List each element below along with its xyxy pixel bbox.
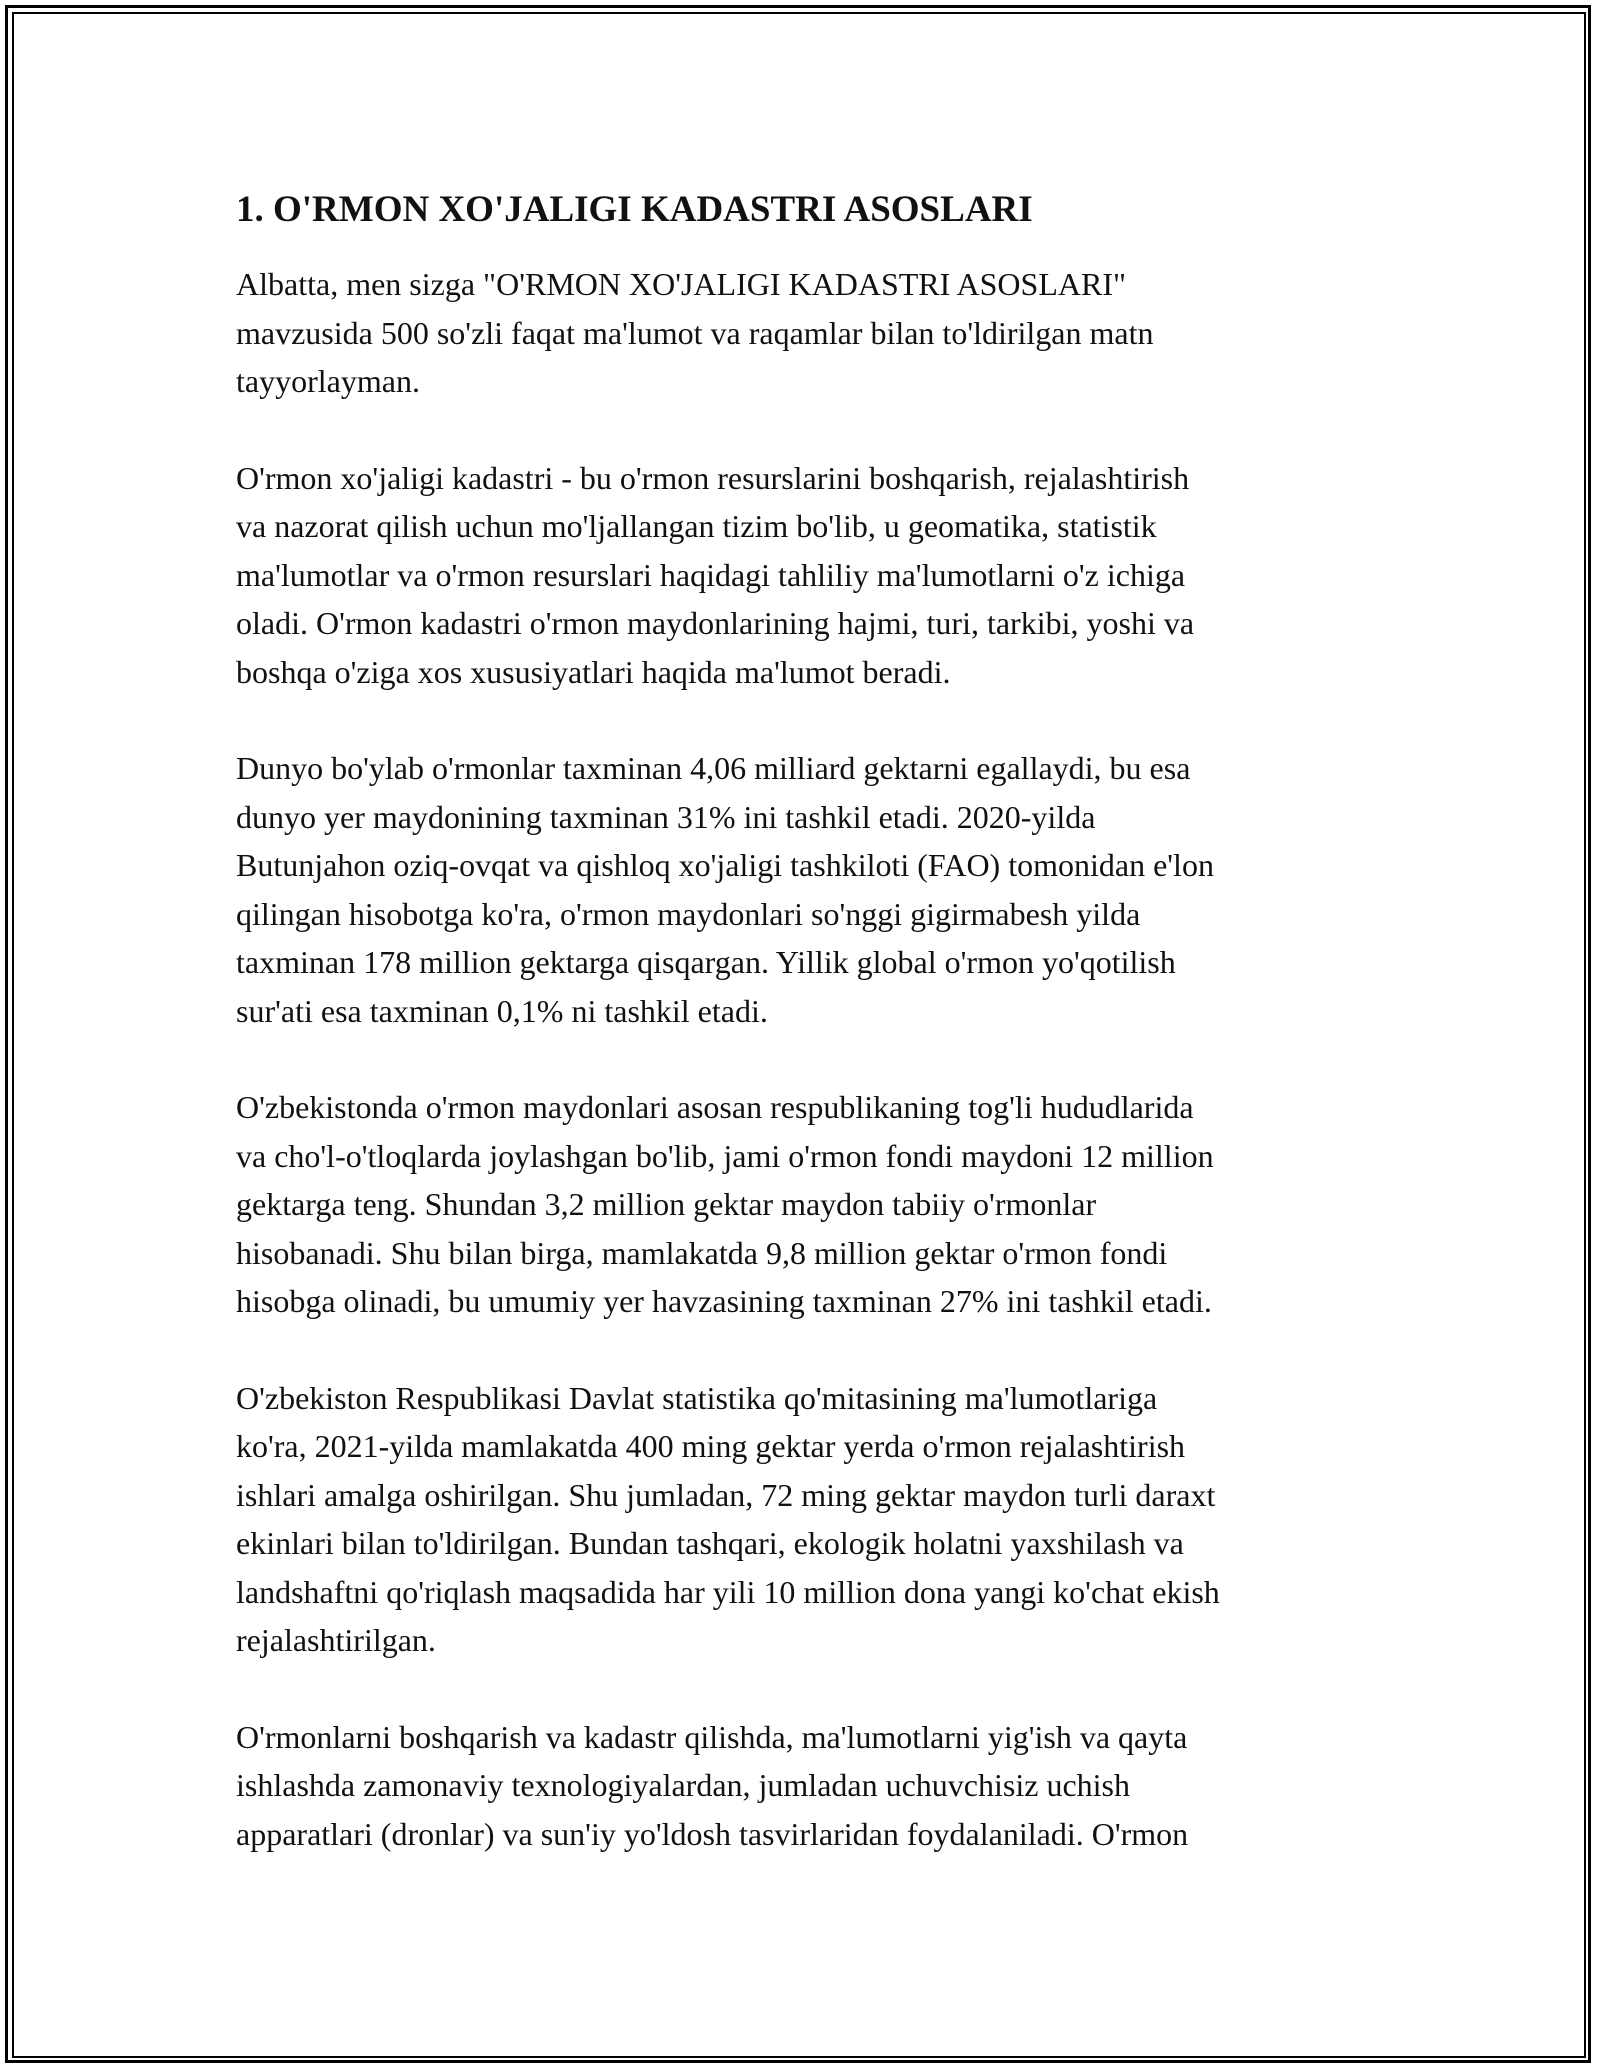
text-line: apparatlari (dronlar) va sun'iy yo'ldosh tasvirlaridan foydalaniladi. O'rmon <box>236 1815 1189 1852</box>
text-line: O'rmon xo'jaligi kadastri - bu o'rmon resurslarini boshqarish, rejalashtirish <box>236 459 1190 496</box>
text-line: va nazorat qilish uchun mo'ljallangan tizim bo'lib, u geomatika, statistik <box>236 508 1157 544</box>
text-line: dunyo yer maydonining taxminan 31% ini tashkil etadi. 2020-yilda <box>236 798 1096 835</box>
text-line: Butunjahon oziq-ovqat va qishloq xo'jaligi tashkiloti (FAO) tomonidan e'lon <box>236 847 1214 883</box>
text-line: qilingan hisobotga ko'ra, o'rmon maydonlari so'nggi gigirmabesh yilda <box>236 895 1141 932</box>
text-line: O'rmonlarni boshqarish va kadastr qilishda, ma'lumotlarni yig'ish va qayta <box>236 1718 1188 1755</box>
text-line: oladi. O'rmon kadastri o'rmon maydonlarining hajmi, turi, tarkibi, yoshi va <box>236 605 1195 641</box>
text-line: hisobga olinadi, bu umumiy yer havzasining taxminan 27% ini tashkil etadi. <box>236 1283 1212 1319</box>
text-line: O'zbekistonda o'rmon maydonlari asosan respublikaning tog'li hududlarida <box>236 1089 1194 1125</box>
text-line: gektarga teng. Shundan 3,2 million gektar maydon tabiiy o'rmonlar <box>236 1186 1097 1222</box>
text-line: ishlashda zamonaviy texnologiyalardan, jumladan uchuvchisiz uchish <box>236 1767 1130 1803</box>
paragraph-1 <box>236 260 1376 406</box>
document-page <box>236 186 1376 1906</box>
text-line: ma'lumotlar va o'rmon resurslari haqidagi tahliliy ma'lumotlarni o'z ichiga <box>236 556 1186 593</box>
text-line: sur'ati esa taxminan 0,1% ni tashkil etadi. <box>236 992 768 1029</box>
document-title: 1. O'RMON XO'JALIGI KADASTRI ASOSLARI <box>236 189 1033 230</box>
paragraph-3 <box>236 744 1376 1035</box>
text-line: mavzusida 500 so'zli faqat ma'lumot va raqamlar bilan to'ldirilgan matn <box>236 314 1154 351</box>
text-line: Albatta, men sizga "O'RMON XO'JALIGI KADASTRI ASOSLARI" <box>236 266 1127 302</box>
text-line: ishlari amalga oshirilgan. Shu jumladan, 72 ming gektar maydon turli daraxt <box>236 1476 1216 1513</box>
text-line: hisobanadi. Shu bilan birga, mamlakatda 9,8 million gektar o'rmon fondi <box>236 1234 1168 1271</box>
paragraph-2 <box>236 454 1376 697</box>
text-line: taxminan 178 million gektarga qisqargan. Yillik global o'rmon yo'qotilish <box>236 944 1176 980</box>
text-line: landshaftni qo'riqlash maqsadida har yili 10 million dona yangi ko'chat ekish <box>236 1573 1220 1610</box>
text-line: rejalashtirilgan. <box>236 1622 436 1658</box>
text-line: ekinlari bilan to'ldirilgan. Bundan tashqari, ekologik holatni yaxshilash va <box>236 1525 1184 1561</box>
paragraph-4 <box>236 1083 1376 1326</box>
paragraph-6 <box>236 1713 1376 1859</box>
text-line: tayyorlayman. <box>236 363 420 399</box>
text-line: Dunyo bo'ylab o'rmonlar taxminan 4,06 milliard gektarni egallaydi, bu esa <box>236 750 1191 786</box>
text-line: O'zbekiston Respublikasi Davlat statistika qo'mitasining ma'lumotlariga <box>236 1379 1158 1416</box>
text-line: ko'ra, 2021-yilda mamlakatda 400 ming gektar yerda o'rmon rejalashtirish <box>236 1428 1186 1464</box>
paragraph-5 <box>236 1374 1376 1665</box>
text-line: boshqa o'ziga xos xususiyatlari haqida ma'lumot beradi. <box>236 653 951 690</box>
text-line: va cho'l-o'tloqlarda joylashgan bo'lib, jami o'rmon fondi maydoni 12 million <box>236 1137 1214 1174</box>
